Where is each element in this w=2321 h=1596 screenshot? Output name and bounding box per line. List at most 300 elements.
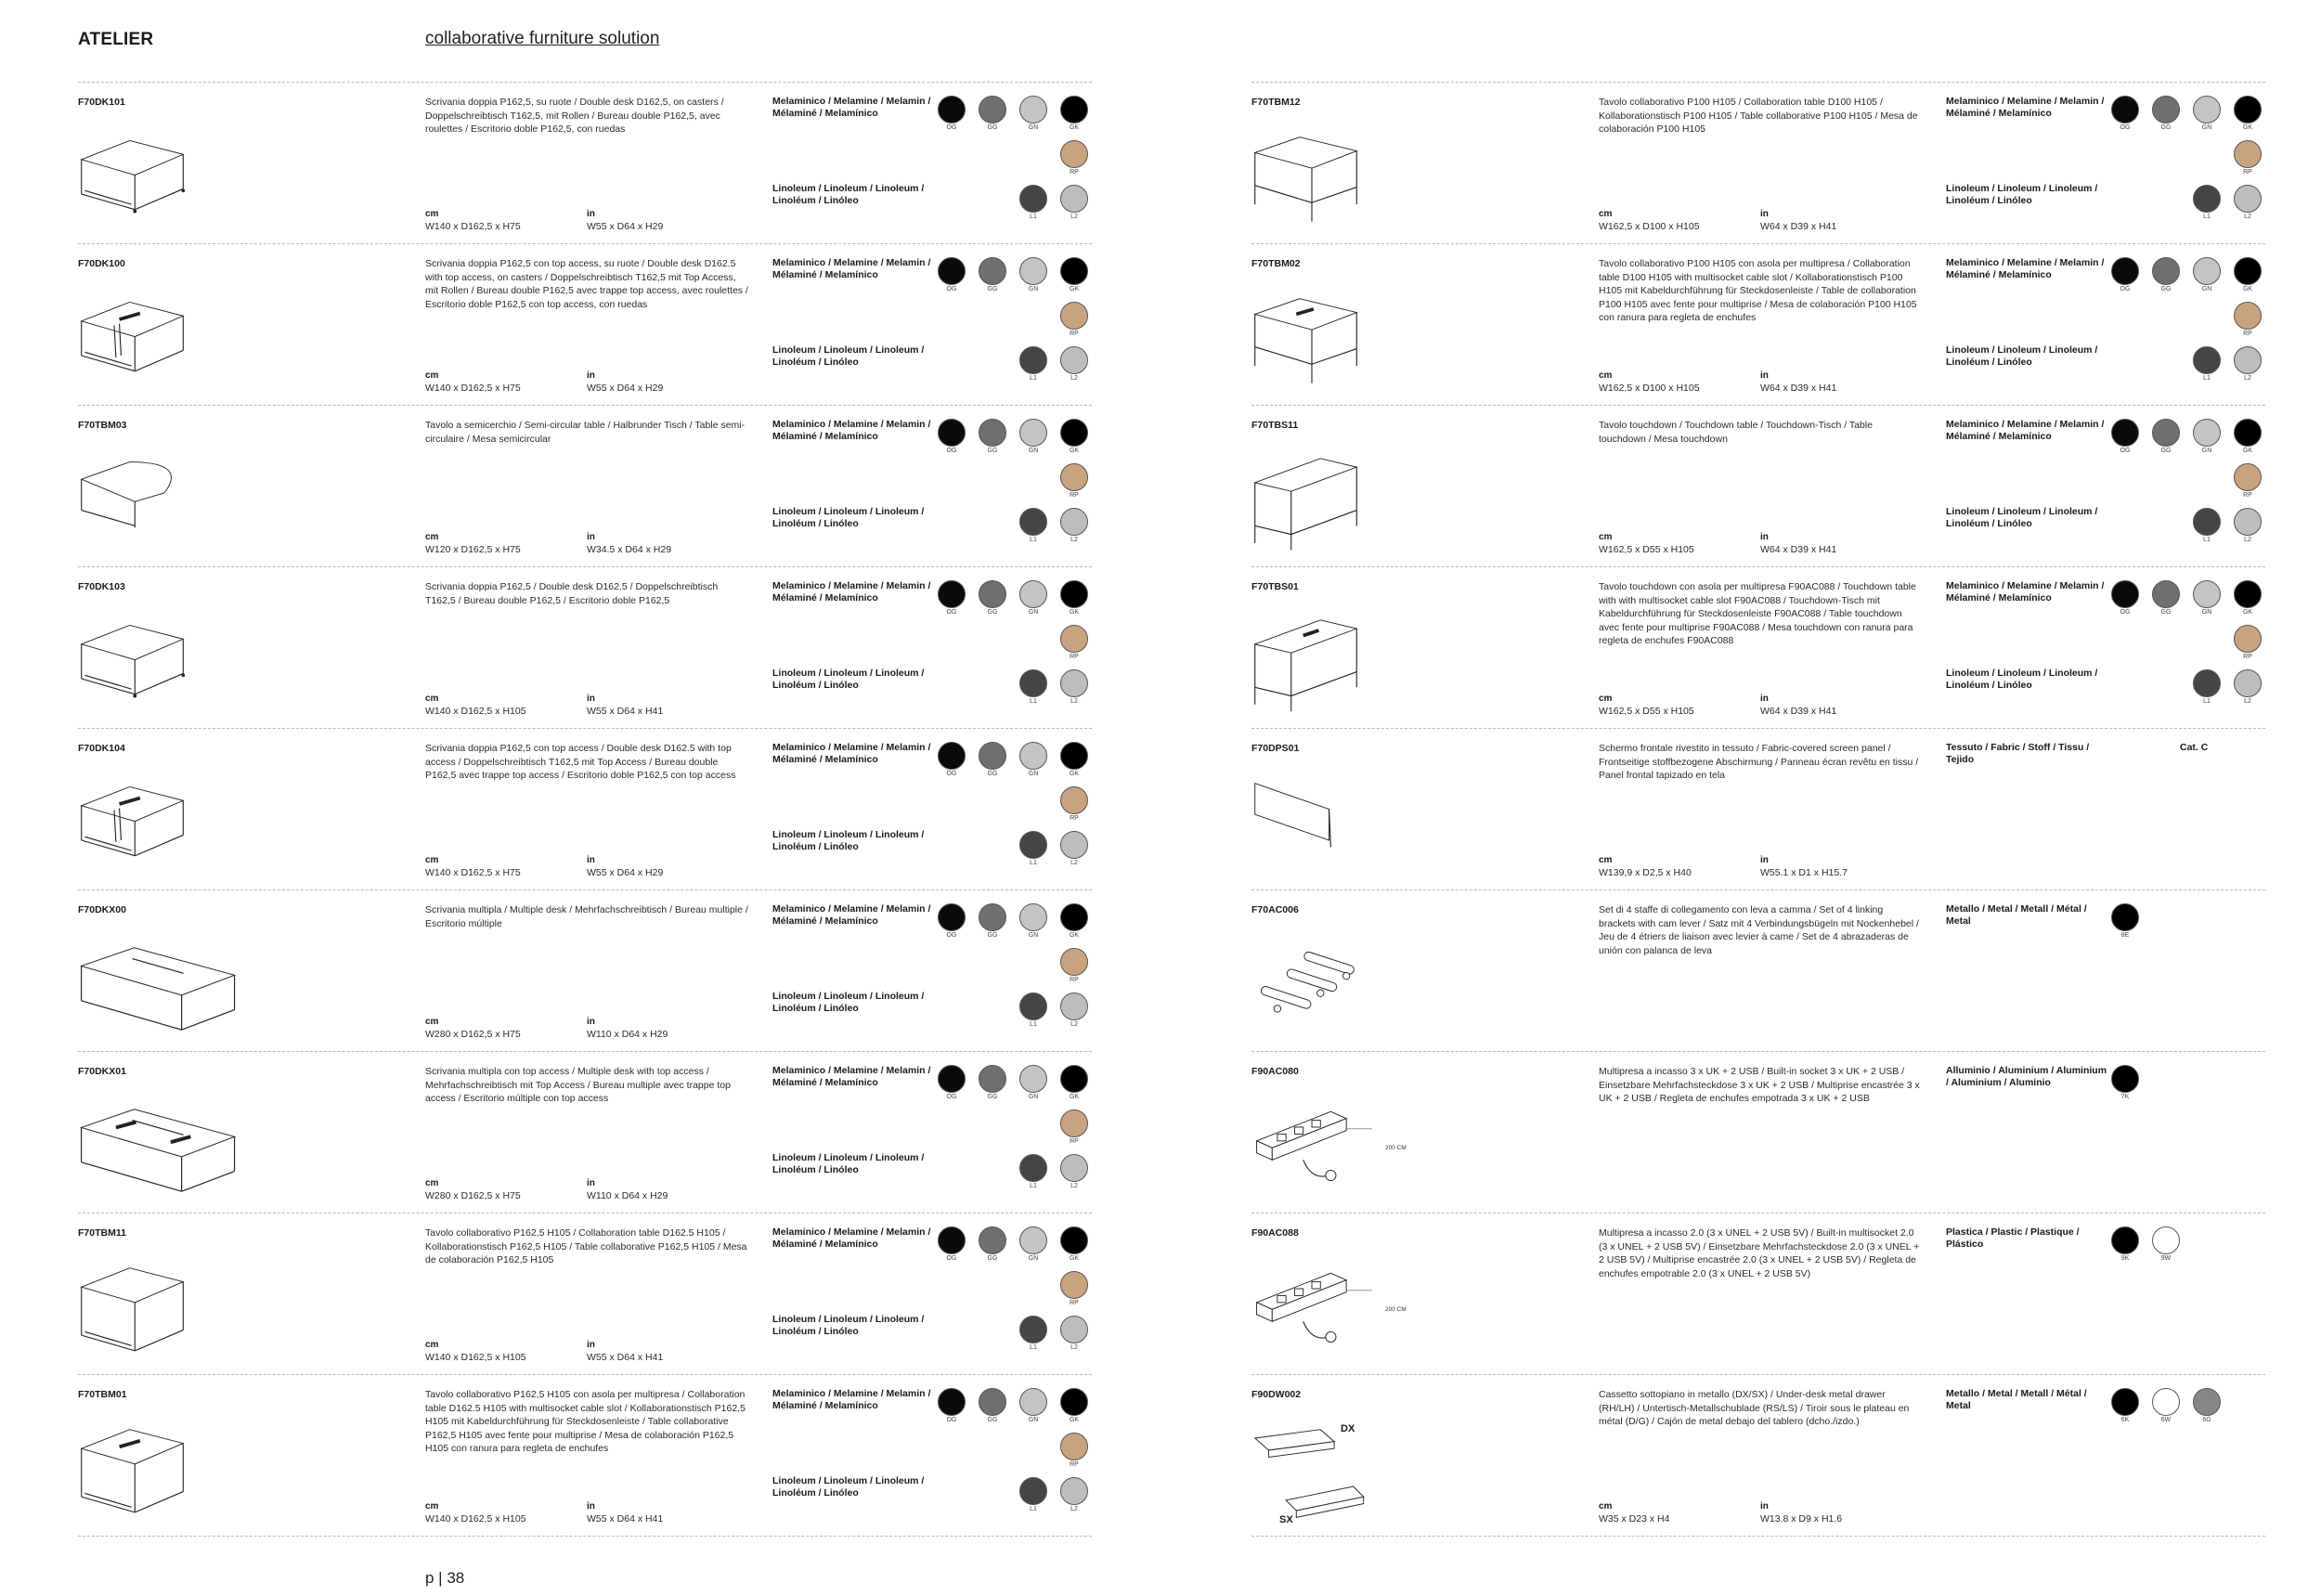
swatch-dot	[2193, 580, 2221, 608]
swatch-l2[interactable]	[1060, 346, 1088, 383]
product-code: F70TBM12	[1251, 97, 1301, 108]
material-melamine-label: Melaminico / Melamine / Melamin / Mélaminé / Melamínico	[772, 903, 931, 927]
swatch-dot	[2152, 419, 2180, 447]
material-aluminium-label: Alluminio / Aluminium / Aluminium / Aluminium / Aluminio	[1946, 1065, 2107, 1088]
swatch-gg[interactable]	[979, 96, 1006, 132]
swatch-dot	[2152, 96, 2180, 123]
swatch-gg[interactable]	[979, 1065, 1006, 1101]
swatch-code: GN	[1028, 932, 1039, 939]
unit-in-label: in	[587, 1178, 595, 1188]
product-description: Multipresa a incasso 3 x UK + 2 USB / Built-in socket 3 x UK + 2 USB / Einsetzbare Mehrfachsteckdose 3 x UK + 2 USB / Multiprise encastrée 3 x UK + 2 USB / Regleta de enchufes empotrada 3 x UK + 2 USB	[1599, 1066, 1920, 1104]
swatch-code: L1	[1030, 214, 1037, 220]
material-linoleum-label: Linoleum / Linoleum / Linoleum / Linoléum / Linóleo	[1946, 506, 2098, 529]
dimensions-cm: W140 x D162,5 x H75	[425, 383, 521, 394]
swatch-dot	[1060, 1477, 1088, 1505]
swatch-gg[interactable]	[979, 1388, 1006, 1424]
swatch-gk[interactable]	[1060, 1388, 1088, 1424]
product-drawing	[1251, 131, 1372, 233]
swatch-code: GK	[2242, 124, 2253, 131]
swatch-gn[interactable]	[1019, 257, 1047, 293]
swatch-dot	[1019, 1065, 1047, 1093]
swatch-og[interactable]	[938, 580, 966, 616]
swatch-gn[interactable]	[1019, 96, 1047, 132]
swatch-dot	[2111, 580, 2139, 608]
swatch-dot	[979, 580, 1006, 608]
swatch-dot	[2234, 508, 2262, 536]
swatch-code: OG	[946, 448, 957, 454]
swatch-gn[interactable]	[1019, 1065, 1047, 1101]
swatch-gk[interactable]	[2234, 580, 2262, 616]
swatch-code: GN	[2201, 286, 2212, 292]
material-melamine-label: Melaminico / Melamine / Melamin / Mélaminé / Melamínico	[772, 1226, 931, 1250]
product-code: F70TBM11	[78, 1227, 126, 1239]
swatch-l1[interactable]	[1019, 669, 1047, 706]
product-description: Tavolo collaborativo P100 H105 / Collaboration table D100 H105 / Kollaborationstisch P100 H105 / Table collaborative P100 H105 / Mesa de colaboración P100 H105	[1599, 97, 1918, 135]
swatch-code: L2	[1070, 214, 1078, 220]
product-row	[1251, 1375, 2265, 1537]
unit-in-label: in	[587, 1340, 595, 1350]
dimensions-cm: W280 x D162,5 x H75	[425, 1029, 521, 1040]
swatch-l2[interactable]	[1060, 1477, 1088, 1513]
dimensions-cm: W140 x D162,5 x H105	[425, 1352, 526, 1363]
swatch-l2[interactable]	[2234, 185, 2262, 221]
swatch-code: L2	[1070, 860, 1078, 866]
unit-in-label: in	[587, 532, 595, 542]
swatch-l1[interactable]	[1019, 831, 1047, 867]
swatch-code: 6G	[2202, 1417, 2211, 1423]
swatch-code: GK	[2242, 448, 2253, 454]
dimensions-cm: W120 x D162,5 x H75	[425, 544, 521, 555]
swatch-code: L1	[1030, 860, 1037, 866]
unit-in-label: in	[1760, 532, 1769, 542]
swatch-9k[interactable]	[2111, 1226, 2139, 1263]
product-code: F70DK104	[78, 743, 125, 754]
unit-cm-label: cm	[1599, 370, 1613, 381]
swatch-gn[interactable]	[1019, 903, 1047, 940]
dimensions-cm: W140 x D162,5 x H75	[425, 221, 521, 232]
swatch-8e[interactable]	[2111, 903, 2139, 940]
swatch-og[interactable]	[938, 1226, 966, 1263]
unit-in-label: in	[587, 1501, 595, 1512]
product-drawing	[78, 1100, 245, 1202]
material-melamine-label: Melaminico / Melamine / Melamin / Mélaminé / Melamínico	[772, 96, 931, 119]
unit-in-label: in	[587, 370, 595, 381]
swatch-gk[interactable]	[1060, 1065, 1088, 1101]
swatch-gn[interactable]	[1019, 580, 1047, 616]
swatch-dot	[979, 1226, 1006, 1254]
swatch-code: RP	[1070, 654, 1079, 660]
swatch-7k[interactable]	[2111, 1065, 2139, 1101]
swatch-rp[interactable]	[2234, 302, 2262, 338]
material-melamine-label: Melaminico / Melamine / Melamin / Mélaminé / Melamínico	[772, 1065, 931, 1088]
swatch-code: OG	[2120, 448, 2131, 454]
swatch-code: RP	[1070, 1300, 1079, 1306]
product-row	[1251, 1052, 2265, 1213]
swatch-og[interactable]	[938, 419, 966, 455]
swatch-gn[interactable]	[2193, 96, 2221, 132]
swatch-rp[interactable]	[1060, 140, 1088, 176]
swatch-l1[interactable]	[2193, 669, 2221, 706]
product-drawing	[1251, 292, 1372, 395]
page-number: p | 38	[425, 1569, 465, 1587]
swatch-gn[interactable]	[1019, 742, 1047, 778]
swatch-dot	[1060, 1065, 1088, 1093]
swatch-dot	[2234, 140, 2262, 168]
product-row	[78, 1052, 1092, 1213]
swatch-og[interactable]	[938, 1388, 966, 1424]
product-row	[1251, 729, 2265, 890]
swatch-code: GK	[1069, 1255, 1080, 1262]
product-code: F70DKX00	[78, 904, 126, 915]
swatch-og[interactable]	[938, 742, 966, 778]
swatch-code: GG	[2160, 286, 2172, 292]
dimensions-in: W64 x D39 x H41	[1760, 544, 1837, 555]
product-row	[78, 83, 1092, 244]
swatch-code: GN	[1028, 1255, 1039, 1262]
swatch-dot	[1060, 302, 1088, 330]
drawer-dx-label: DX	[1341, 1423, 1355, 1434]
swatch-dot	[938, 257, 966, 285]
swatch-code: GK	[1069, 1417, 1080, 1423]
swatch-dot	[2234, 302, 2262, 330]
swatch-gg[interactable]	[979, 580, 1006, 616]
material-metal-label: Metallo / Metal / Metall / Métal / Metal	[1946, 903, 2087, 927]
product-description: Scrivania doppia P162,5 con top access / Double desk D162.5 with top access / Doppelschreibtisch T162,5 mit Top Access / Bureau double P162,5 avec trappe top access / Escritorio doble P162,5 con top access	[425, 743, 736, 781]
unit-cm-label: cm	[1599, 694, 1613, 704]
swatch-l2[interactable]	[1060, 669, 1088, 706]
dimensions-cm: W162,5 x D100 x H105	[1599, 383, 1700, 394]
collection-subtitle[interactable]: collaborative furniture solution	[425, 29, 660, 48]
dimensions-in: W55.1 x D1 x H15.7	[1760, 867, 1848, 878]
product-description: Scrivania doppia P162,5 / Double desk D162.5 / Doppelschreibtisch T162,5 / Bureau double P162,5 / Escritorio doble P162,5	[425, 581, 719, 606]
swatch-dot	[938, 742, 966, 770]
swatch-code: GN	[2201, 448, 2212, 454]
product-row	[78, 729, 1092, 890]
swatch-rp[interactable]	[1060, 302, 1088, 338]
product-row	[78, 244, 1092, 406]
unit-cm-label: cm	[425, 1340, 439, 1350]
product-code: F90DW002	[1251, 1389, 1302, 1400]
swatch-dot	[2234, 346, 2262, 374]
swatch-og[interactable]	[2111, 580, 2139, 616]
swatch-dot	[1060, 1271, 1088, 1299]
material-melamine-label: Melaminico / Melamine / Melamin / Mélaminé / Melamínico	[1946, 257, 2105, 280]
product-code: F70DK101	[78, 97, 125, 108]
material-plastic-label: Plastica / Plastic / Plastique / Plástico	[1946, 1226, 2080, 1250]
material-linoleum-label: Linoleum / Linoleum / Linoleum / Linoléum / Linóleo	[772, 1475, 925, 1499]
swatch-dot	[1060, 1388, 1088, 1416]
unit-cm-label: cm	[1599, 855, 1613, 865]
dimensions-cm: W162,5 x D100 x H105	[1599, 221, 1700, 232]
swatch-dot	[1060, 669, 1088, 697]
product-code: F70DK100	[78, 258, 125, 269]
swatch-code: GG	[987, 609, 998, 616]
product-description: Schermo frontale rivestito in tessuto / Fabric-covered screen panel / Frontseitige stoffbezogene Abschirmung / Panneau écran revêtu en tissu / Panel frontal tapizado en tela	[1599, 743, 1919, 781]
swatch-code: GN	[2201, 124, 2212, 131]
swatch-dot	[1060, 1316, 1088, 1343]
swatch-dot	[1060, 508, 1088, 536]
swatch-gg[interactable]	[2152, 580, 2180, 616]
swatch-dot	[938, 1226, 966, 1254]
swatch-code: GK	[1069, 124, 1080, 131]
product-code: F90AC088	[1251, 1227, 1299, 1239]
swatch-og[interactable]	[2111, 419, 2139, 455]
dimensions-in: W55 x D64 x H29	[587, 867, 664, 878]
swatch-6w[interactable]	[2152, 1388, 2180, 1424]
material-melamine-label: Melaminico / Melamine / Melamin / Mélaminé / Melamínico	[772, 1388, 931, 1411]
swatch-l1[interactable]	[1019, 508, 1047, 544]
swatch-code: GN	[1028, 448, 1039, 454]
swatch-l2[interactable]	[1060, 831, 1088, 867]
swatch-dot	[1060, 903, 1088, 931]
cable-length-label: 200 CM	[1385, 1306, 1407, 1313]
product-column-right	[1251, 82, 2265, 1537]
product-row	[1251, 244, 2265, 406]
swatch-gg[interactable]	[2152, 419, 2180, 455]
dimensions-in: W55 x D64 x H41	[587, 706, 664, 717]
swatch-rp[interactable]	[2234, 625, 2262, 661]
swatch-gk[interactable]	[1060, 903, 1088, 940]
swatch-rp[interactable]	[2234, 463, 2262, 500]
product-row	[1251, 567, 2265, 729]
swatch-dot	[1019, 1154, 1047, 1182]
swatch-dot	[1060, 463, 1088, 491]
swatch-l2[interactable]	[1060, 185, 1088, 221]
swatch-rp[interactable]	[1060, 625, 1088, 661]
swatch-code: 7K	[2120, 1094, 2130, 1100]
swatch-l2[interactable]	[2234, 346, 2262, 383]
swatch-dot	[2234, 419, 2262, 447]
swatch-gn[interactable]	[1019, 1388, 1047, 1424]
swatch-rp[interactable]	[1060, 463, 1088, 500]
unit-cm-label: cm	[1599, 532, 1613, 542]
swatch-dot	[1019, 1316, 1047, 1343]
swatch-gk[interactable]	[2234, 96, 2262, 132]
swatch-code: L2	[2244, 375, 2251, 382]
swatch-l1[interactable]	[1019, 346, 1047, 383]
material-melamine-label: Melaminico / Melamine / Melamin / Mélaminé / Melamínico	[772, 742, 931, 765]
dimensions-cm: W162,5 x D55 x H105	[1599, 706, 1694, 717]
swatch-l1[interactable]	[1019, 1477, 1047, 1513]
swatch-gk[interactable]	[1060, 742, 1088, 778]
product-row	[78, 406, 1092, 567]
product-column-left	[78, 82, 1092, 1537]
swatch-code: L1	[1030, 375, 1037, 382]
swatch-rp[interactable]	[1060, 1433, 1088, 1469]
product-row	[78, 890, 1092, 1052]
swatch-code: L1	[2203, 537, 2211, 543]
swatch-l2[interactable]	[2234, 508, 2262, 544]
swatch-rp[interactable]	[1060, 1109, 1088, 1146]
dimensions-in: W64 x D39 x H41	[1760, 706, 1837, 717]
swatch-gk[interactable]	[1060, 419, 1088, 455]
swatch-dot	[938, 1065, 966, 1093]
material-linoleum-label: Linoleum / Linoleum / Linoleum / Linoléum / Linóleo	[772, 1152, 925, 1175]
swatch-gg[interactable]	[979, 257, 1006, 293]
product-description: Multipresa a incasso 2.0 (3 x UNEL + 2 USB 5V) / Built-in multisocket 2.0 (3 x UNEL + 2 USB 5V) / Einsetzbare Mehrfachsteckdose 2.0 (3 x UNEL + 2 USB 5V) / Multiprise encastrée 2.0 (3 x UNEL + 2 USB 5V) / Regleta de enchufes empotrable 2.0 (3 x UNEL + 2 USB 5V)	[1599, 1227, 1920, 1279]
swatch-gk[interactable]	[2234, 257, 2262, 293]
swatch-l1[interactable]	[1019, 185, 1047, 221]
product-drawing	[1251, 1262, 1372, 1364]
swatch-dot	[1019, 96, 1047, 123]
swatch-gn[interactable]	[1019, 1226, 1047, 1263]
product-drawing	[1251, 1100, 1372, 1202]
swatch-l2[interactable]	[1060, 508, 1088, 544]
product-code: F70DK103	[78, 581, 125, 592]
swatch-6g[interactable]	[2193, 1388, 2221, 1424]
material-linoleum-label: Linoleum / Linoleum / Linoleum / Linoléum / Linóleo	[772, 1314, 925, 1337]
product-drawing	[78, 1423, 199, 1525]
swatch-dot	[1060, 625, 1088, 653]
swatch-dot	[1060, 1109, 1088, 1137]
swatch-l2[interactable]	[1060, 1154, 1088, 1190]
swatch-dot	[1060, 993, 1088, 1020]
swatch-l1[interactable]	[1019, 993, 1047, 1029]
swatch-gk[interactable]	[1060, 96, 1088, 132]
swatch-code: GG	[987, 1255, 998, 1262]
swatch-dot	[1060, 346, 1088, 374]
swatch-og[interactable]	[2111, 257, 2139, 293]
fabric-category: Cat. C	[2180, 742, 2209, 753]
material-melamine-label: Melaminico / Melamine / Melamin / Mélaminé / Melamínico	[772, 580, 931, 603]
swatch-gg[interactable]	[2152, 257, 2180, 293]
swatch-gg[interactable]	[979, 903, 1006, 940]
swatch-gk[interactable]	[1060, 580, 1088, 616]
swatch-l1[interactable]	[1019, 1316, 1047, 1352]
swatch-l1[interactable]	[2193, 508, 2221, 544]
swatch-dot	[1060, 786, 1088, 814]
swatch-code: RP	[1070, 815, 1079, 822]
swatch-dot	[979, 257, 1006, 285]
material-melamine-label: Melaminico / Melamine / Melamin / Mélaminé / Melamínico	[1946, 419, 2105, 442]
swatch-og[interactable]	[938, 903, 966, 940]
swatch-dot	[2234, 257, 2262, 285]
swatch-og[interactable]	[938, 96, 966, 132]
swatch-code: GG	[2160, 448, 2172, 454]
unit-in-label: in	[587, 1017, 595, 1027]
swatch-gk[interactable]	[1060, 257, 1088, 293]
swatch-code: RP	[1070, 169, 1079, 175]
swatch-gk[interactable]	[1060, 1226, 1088, 1263]
swatch-gg[interactable]	[2152, 96, 2180, 132]
swatch-dot	[938, 419, 966, 447]
product-code: F90AC080	[1251, 1066, 1299, 1077]
dimensions-in: W55 x D64 x H41	[587, 1352, 664, 1363]
swatch-gk[interactable]	[2234, 419, 2262, 455]
swatch-dot	[1019, 185, 1047, 213]
swatch-9w[interactable]	[2152, 1226, 2180, 1263]
swatch-code: GG	[987, 1417, 998, 1423]
swatch-gg[interactable]	[979, 419, 1006, 455]
swatch-gn[interactable]	[1019, 419, 1047, 455]
product-description: Tavolo touchdown / Touchdown table / Touchdown-Tisch / Table touchdown / Mesa touchdown	[1599, 420, 1873, 445]
unit-cm-label: cm	[425, 1017, 439, 1027]
swatch-rp[interactable]	[1060, 948, 1088, 984]
swatch-code: GG	[987, 448, 998, 454]
swatch-dot	[2111, 96, 2139, 123]
product-description: Tavolo a semicerchio / Semi-circular table / Halbrunder Tisch / Table semi-circulaire / Mesa semicircular	[425, 420, 746, 445]
swatch-code: L2	[1070, 1183, 1078, 1189]
unit-in-label: in	[587, 855, 595, 865]
swatch-l1[interactable]	[1019, 1154, 1047, 1190]
swatch-l1[interactable]	[2193, 346, 2221, 383]
swatch-og[interactable]	[938, 1065, 966, 1101]
swatch-gg[interactable]	[979, 742, 1006, 778]
swatch-code: RP	[2243, 654, 2252, 660]
swatch-code: OG	[946, 1255, 957, 1262]
swatch-code: OG	[946, 609, 957, 616]
swatch-dot	[1019, 580, 1047, 608]
product-row	[1251, 1213, 2265, 1375]
swatch-rp[interactable]	[1060, 786, 1088, 823]
swatch-dot	[1019, 346, 1047, 374]
material-linoleum-label: Linoleum / Linoleum / Linoleum / Linoléum / Linóleo	[772, 991, 925, 1014]
product-description: Tavolo touchdown con asola per multipresa F90AC088 / Touchdown table with with multisocket cable slot F90AC088 / Touchdown-Tisch mit Kabeldurchführung für Steckdosenleiste F90AC088 / Table touchdown avec fente pour multiprise F90AC088 / Mesa touchdown con ranura para regleta de enchufes F90AC088	[1599, 581, 1916, 646]
dimensions-cm: W140 x D162,5 x H105	[425, 1513, 526, 1525]
swatch-l2[interactable]	[1060, 993, 1088, 1029]
swatch-code: 9W	[2160, 1255, 2172, 1262]
swatch-gg[interactable]	[979, 1226, 1006, 1263]
swatch-l1[interactable]	[2193, 185, 2221, 221]
swatch-6k[interactable]	[2111, 1388, 2139, 1424]
swatch-dot	[1060, 580, 1088, 608]
product-description: Cassetto sottopiano in metallo (DX/SX) / Under-desk metal drawer (RH/LH) / Untertisch-Metallschublade (RS/LS) / Tiroir sous le plateau en métal (D/G) / Cajón de metal debajo del tablero (dcho./izdo.)	[1599, 1389, 1910, 1427]
product-drawing	[1251, 454, 1372, 556]
swatch-rp[interactable]	[2234, 140, 2262, 176]
material-linoleum-label: Linoleum / Linoleum / Linoleum / Linoléum / Linóleo	[1946, 668, 2098, 691]
product-drawing	[78, 292, 199, 395]
product-row	[78, 1375, 1092, 1537]
swatch-dot	[2193, 508, 2221, 536]
swatch-dot	[979, 1388, 1006, 1416]
swatch-code: GN	[1028, 1094, 1039, 1100]
swatch-gn[interactable]	[2193, 580, 2221, 616]
unit-in-label: in	[1760, 209, 1769, 219]
product-code: F70TBM02	[1251, 258, 1301, 269]
swatch-code: OG	[2120, 286, 2131, 292]
swatch-dot	[2111, 903, 2139, 931]
unit-in-label: in	[587, 209, 595, 219]
swatch-dot	[1060, 1154, 1088, 1182]
swatch-og[interactable]	[938, 257, 966, 293]
swatch-code: GK	[1069, 609, 1080, 616]
swatch-dot	[2152, 257, 2180, 285]
swatch-rp[interactable]	[1060, 1271, 1088, 1307]
dimensions-in: W55 x D64 x H29	[587, 221, 664, 232]
swatch-dot	[2193, 346, 2221, 374]
swatch-og[interactable]	[2111, 96, 2139, 132]
swatch-code: RP	[1070, 1138, 1079, 1145]
product-code: F70DPS01	[1251, 743, 1300, 754]
unit-cm-label: cm	[425, 370, 439, 381]
swatch-gn[interactable]	[2193, 419, 2221, 455]
swatch-dot	[979, 419, 1006, 447]
swatch-gn[interactable]	[2193, 257, 2221, 293]
unit-cm-label: cm	[425, 855, 439, 865]
product-code: F70DKX01	[78, 1066, 126, 1077]
swatch-code: GK	[1069, 932, 1080, 939]
unit-in-label: in	[1760, 855, 1769, 865]
swatch-l2[interactable]	[1060, 1316, 1088, 1352]
swatch-l2[interactable]	[2234, 669, 2262, 706]
swatch-code: 6K	[2120, 1417, 2130, 1423]
swatch-code: OG	[2120, 609, 2131, 616]
product-row	[1251, 890, 2265, 1052]
swatch-code: L1	[1030, 1021, 1037, 1028]
dimensions-cm: W140 x D162,5 x H75	[425, 867, 521, 878]
product-code: F70TBM03	[78, 420, 127, 431]
swatch-dot	[2152, 580, 2180, 608]
